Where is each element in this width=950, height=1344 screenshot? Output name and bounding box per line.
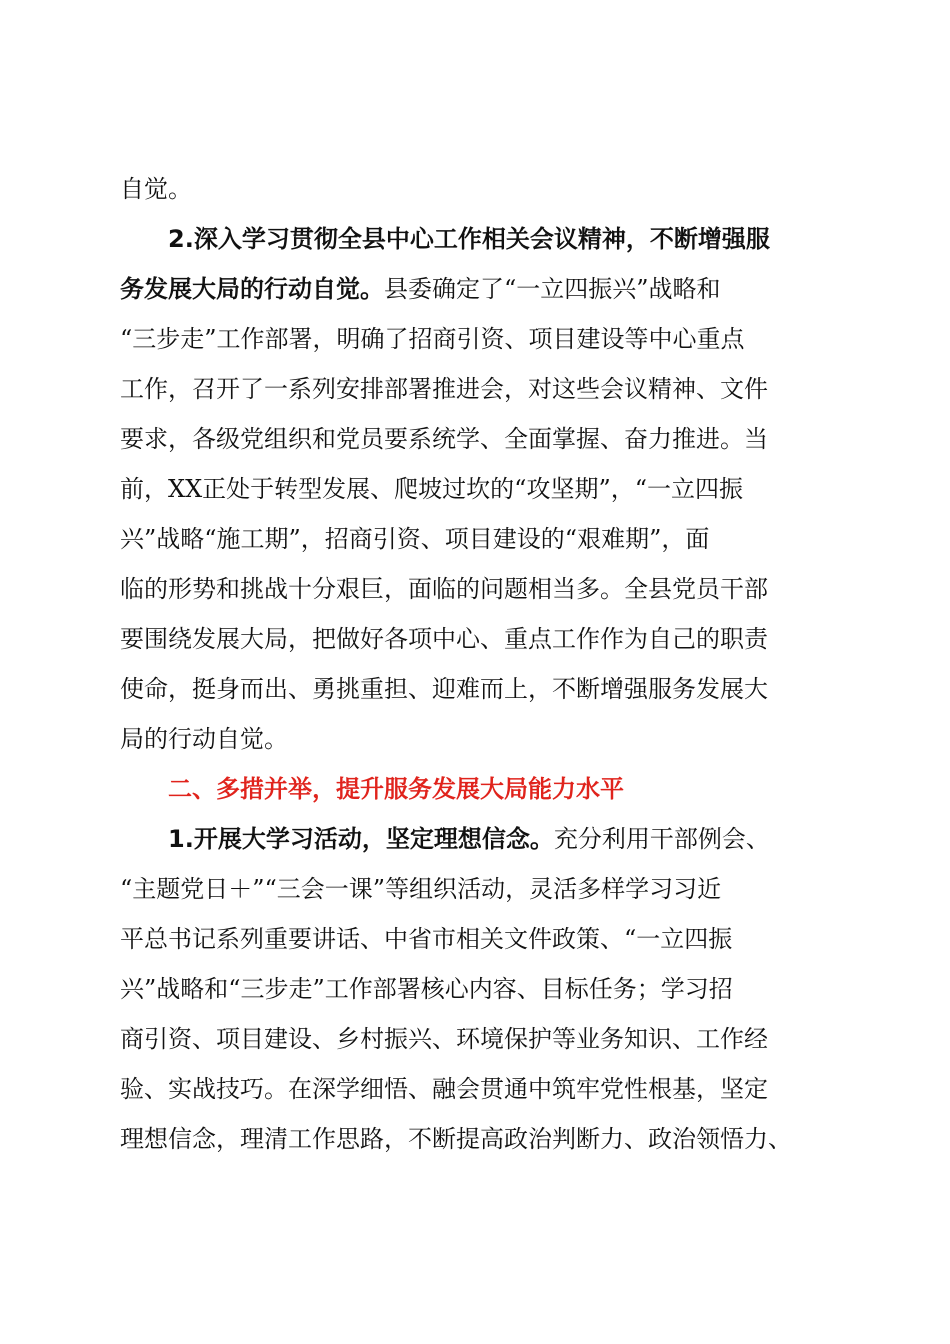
text-line: 商引资、项目建设、乡村振兴、环境保护等业务知识、工作经 [120,1025,768,1053]
paragraph-line [120,264,832,314]
text-line: 兴”战略“施工期”，招商引资、项目建设的“艰难期”，面 [120,525,710,553]
paragraph-line [120,1014,832,1064]
text-line: 县委确定了“一立四振兴”战略和 [384,275,721,303]
text-line: 自觉。 [120,175,192,203]
paragraph-continuation [120,164,832,214]
paragraph-line [120,1064,832,1114]
text-line: 临的形势和挑战十分艰巨，面临的问题相当多。全县党员干部 [120,575,768,603]
paragraph-line [120,414,832,464]
paragraph-line [120,714,832,764]
text-line: 使命，挺身而出、勇挑重担、迎难而上，不断增强服务发展大 [120,675,768,703]
text-line: 验、实战技巧。在深学细悟、融会贯通中筑牢党性根基，坚定 [120,1075,768,1103]
text-line: 工作，召开了一系列安排部署推进会，对这些会议精神、文件 [120,375,768,403]
paragraph-line [120,914,832,964]
text-line: 前，XX正处于转型发展、爬坡过坎的“攻坚期”，“一立四振 [120,475,743,503]
paragraph-line [120,614,832,664]
document-page [120,164,832,1164]
text-line: 兴”战略和“三步走”工作部署核心内容、目标任务；学习招 [120,975,733,1003]
paragraph-lead-bold: 1.开展大学习活动，坚定理想信念。 [168,825,554,853]
text-line: 充分利用干部例会、 [553,825,770,853]
paragraph-line [120,1114,832,1164]
text-line: 要围绕发展大局，把做好各项中心、重点工作作为自己的职责 [120,625,768,653]
paragraph-line [120,664,832,714]
text-line: “三步走”工作部署，明确了招商引资、项目建设等中心重点 [120,325,745,353]
paragraph-line [120,464,832,514]
section-heading: 二、多措并举，提升服务发展大局能力水平 [168,775,624,803]
text-line: “主题党日＋”“三会一课”等组织活动，灵活多样学习习近 [120,875,722,903]
paragraph-line [120,314,832,364]
text-line: 理想信念，理清工作思路，不断提高政治判断力、政治领悟力、 [120,1125,792,1153]
paragraph-line [120,864,832,914]
text-line: 平总书记系列重要讲话、中省市相关文件政策、“一立四振 [120,925,733,953]
paragraph-lead-bold: 2.深入学习贯彻全县中心工作相关会议精神，不断增强服 [168,225,770,253]
paragraph-lead-bold: 务发展大局的行动自觉。 [120,275,384,303]
paragraph-lead-line [120,214,832,264]
paragraph-line [120,514,832,564]
paragraph-lead-line [120,814,832,864]
text-line: 局的行动自觉。 [120,725,288,753]
paragraph-line [120,564,832,614]
paragraph-line [120,964,832,1014]
text-line: 要求，各级党组织和党员要系统学、全面掌握、奋力推进。当 [120,425,768,453]
paragraph-line [120,364,832,414]
